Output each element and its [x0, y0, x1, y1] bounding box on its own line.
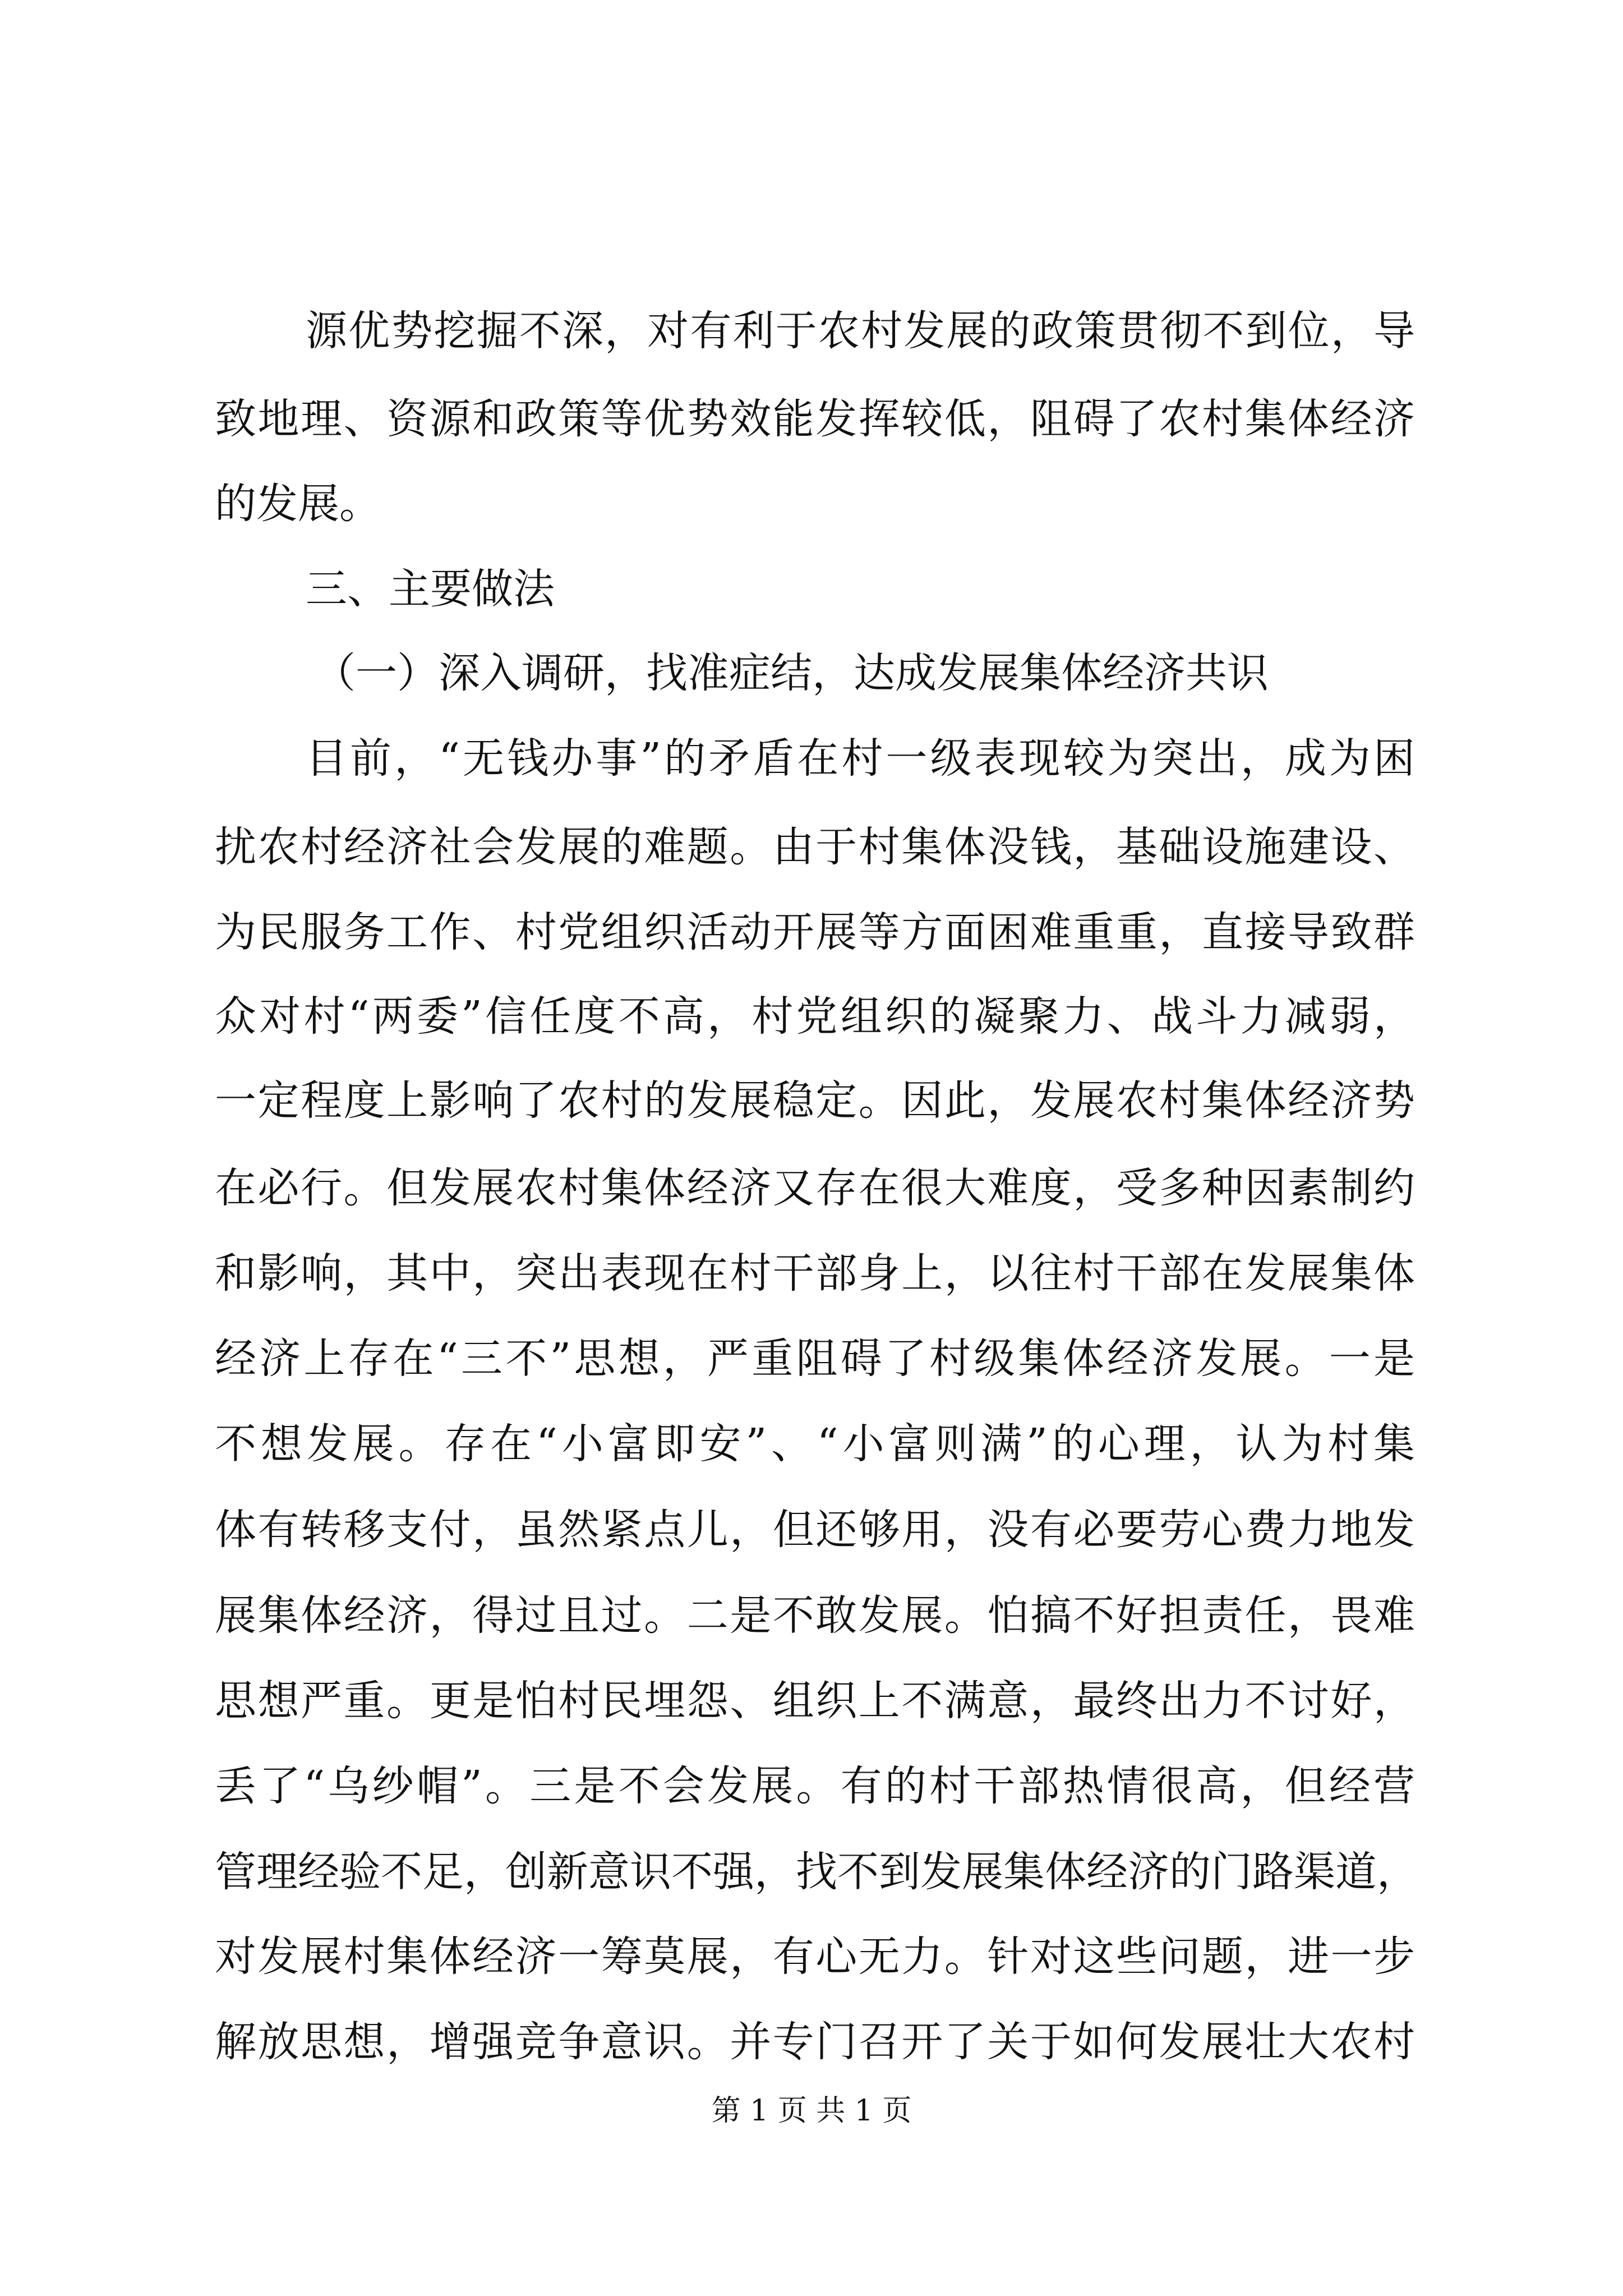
paragraph-line: 对发展村集体经济一筹莫展，有心无力。针对这些问题，进一步 — [215, 1932, 1415, 1981]
paragraph-line: 和影响，其中，突出表现在村干部身上，以往村干部在发展集体 — [215, 1249, 1415, 1297]
paragraph-line: 展集体经济，得过且过。二是不敢发展。怕搞不好担责任，畏难 — [215, 1591, 1415, 1640]
paragraph-line: 致地理、资源和政策等优势效能发挥较低，阻碍了农村集体经济 — [215, 395, 1415, 443]
paragraph-line: 目前，“无钱办事”的矛盾在村一级表现较为突出，成为困 — [306, 734, 1415, 783]
paragraph-line: 思想严重。更是怕村民埋怨、组织上不满意，最终出力不讨好， — [215, 1677, 1415, 1725]
paragraph-line: 源优势挖掘不深，对有利于农村发展的政策贯彻不到位，导 — [306, 307, 1415, 355]
page-footer: 第 1 页 共 1 页 — [711, 2094, 912, 2128]
paragraph-line: 在必行。但发展农村集体经济又存在很大难度，受多种因素制约 — [215, 1164, 1415, 1212]
section-heading: 三、主要做法 — [306, 565, 555, 613]
paragraph-line: 为民服务工作、村党组织活动开展等方面困难重重，直接导致群 — [215, 908, 1415, 956]
paragraph-line: 众对村“两委”信任度不高，村党组织的凝聚力、战斗力减弱， — [215, 992, 1415, 1041]
paragraph-line: 不想发展。存在“小富即安”、“小富则满”的心理，认为村集 — [215, 1420, 1415, 1468]
paragraph-line: 丢了“乌纱帽”。三是不会发展。有的村干部热情很高，但经营 — [215, 1762, 1415, 1810]
paragraph-line: 一定程度上影响了农村的发展稳定。因此，发展农村集体经济势 — [215, 1076, 1415, 1125]
paragraph-line: 扰农村经济社会发展的难题。由于村集体没钱，基础设施建设、 — [215, 823, 1415, 871]
subsection-heading: （一）深入调研，找准症结，达成发展集体经济共识 — [314, 649, 1269, 697]
paragraph-line: 的发展。 — [215, 480, 381, 528]
paragraph-line: 管理经验不足，创新意识不强，找不到发展集体经济的门路渠道， — [215, 1848, 1418, 1896]
paragraph-line: 经济上存在“三不”思想，严重阻碍了村级集体经济发展。一是 — [215, 1335, 1415, 1383]
paragraph-line: 解放思想，增强竞争意识。并专门召开了关于如何发展壮大农村 — [215, 2018, 1415, 2066]
paragraph-line: 体有转移支付，虽然紧点儿，但还够用，没有必要劳心费力地发 — [215, 1506, 1415, 1554]
